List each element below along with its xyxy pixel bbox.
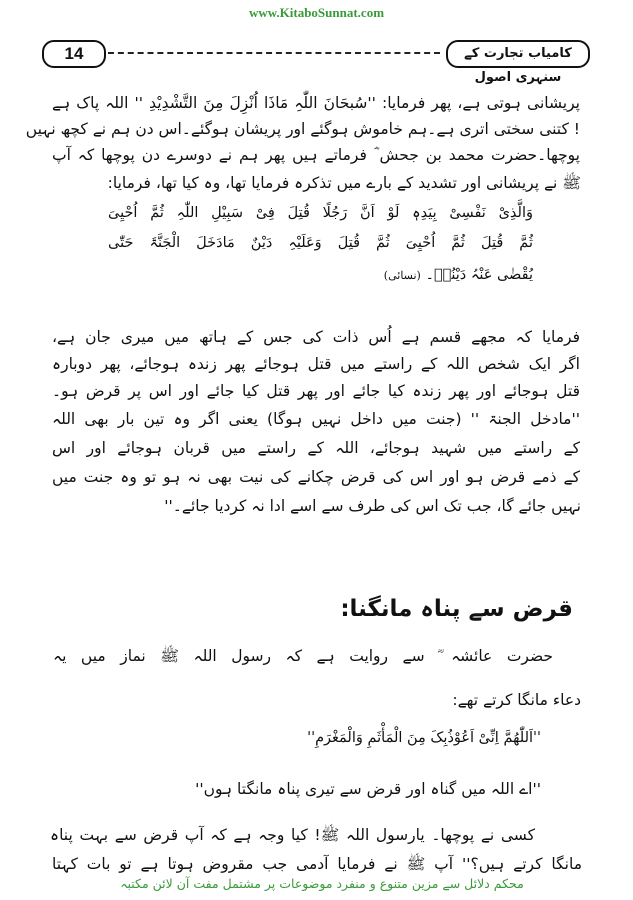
text-line: نہیں جائے گا، جب تک اس کی طرف سے اسے ادا نہ کردیا جائے۔'' xyxy=(164,497,581,515)
header-divider xyxy=(108,52,440,54)
text-line: پوچھا۔حضرت محمد بن جحش ؓ فرماتے ہیں پھر ہم نے دوسرے دن پوچھا کہ آپ xyxy=(52,146,580,164)
book-title: کامیاب تجارت کے سنہری اصول xyxy=(446,40,590,68)
text-line: مانگا کرتے ہیں؟'' آپ ﷺ نے فرمایا آدمی جب مقروض ہوتا ہے تو بات کہتا xyxy=(52,855,582,873)
text-line: کے ذمے قرض ہو اور اس کی قرض چکانے کی نیت بھی نہ ہو تو وہ جنت میں xyxy=(52,468,580,486)
text-line: ''مادخل الجنۃ '' (جنت میں داخل نہیں ہوگا) یعنی اگر وہ تین بار بھی اللہ xyxy=(52,410,580,428)
text-line: فرمایا کہ مجھے قسم ہے اُس ذات کی جس کے ہاتھ میں میری جان ہے، xyxy=(52,328,580,346)
hadith-source: (نسائی) xyxy=(383,269,421,282)
hadith-line xyxy=(108,262,533,289)
text-line: ! کتنی سختی اتری ہے۔ہم خاموش ہوگئے اور پریشان ہوگئے۔اس دن ہم نے کچھ نہیں xyxy=(25,120,580,138)
text-line: ﷺ نے پریشانی اور تشدید کے بارے میں تذکرہ فرمایا تھا، وہ کیا تھا، فرمایا: xyxy=(107,174,581,192)
site-url: www.KitaboSunnat.com xyxy=(248,5,385,20)
text-line: حضرت عائشہ ؓ سے روایت ہے کہ رسول اللہ ﷺ نماز میں یہ xyxy=(53,647,553,665)
text-line: پریشانی ہوتی ہے، پھر فرمایا: ''سُبحَانَ اللّٰہِ مَاذَا اُنْزِلَ مِنَ التَّشْدِیْدِ '' اللہ پاک ہے xyxy=(52,94,580,112)
footer-watermark: محکم دلائل سے مزین متنوع و منفرد موضوعات پر مشتمل مفت آن لائن مکتبہ xyxy=(120,876,524,891)
page-number: 14 xyxy=(42,40,106,68)
text-line: قتل ہوجائے اور پھر زندہ کیا جائے اور پھر قتل کیا جائے اور اس پر قرض ہو۔ xyxy=(52,382,580,400)
section-heading: قرض سے پناہ مانگنا: xyxy=(340,596,573,622)
dua-translation: ''اے اللہ میں گناہ اور قرض سے تیری پناہ مانگتا ہوں'' xyxy=(195,780,541,798)
text-line: اگر ایک شخص اللہ کے راستے میں قتل ہوجائے پھر زندہ ہوجائے، پھر دوبارہ xyxy=(52,355,580,373)
hadith-line: وَالَّذِیْ نَفْسِیْ بِیَدِہٖ لَوْ اَنَّ رَجُلًا قُتِلَ فِیْ سَبِیْلِ اللّٰہِ ثُمَّ اُحْیِیَ xyxy=(108,205,533,221)
text-line: دعاء مانگا کرتے تھے: xyxy=(452,691,581,709)
text-line: کسی نے پوچھا۔ یارسول اللہ ﷺ! کیا وجہ ہے کہ آپ قرض سے بہت پناہ xyxy=(50,826,535,844)
dua-arabic: ''اَللّٰھُمَّ اِنِّیْ اَعُوْذُبِکَ مِنَ الْمَأْثَمِ وَالْمَغْرَمِ'' xyxy=(307,730,541,746)
hadith-line-text: یُقْضٰی عَنْہُ دَیْنُہٗ۔ xyxy=(425,267,533,283)
page-header xyxy=(42,40,590,85)
hadith-line: ثُمَّ قُتِلَ ثُمَّ اُحْیِیَ ثُمَّ قُتِلَ وَعَلَیْہِ دَیْنٌ مَادَخَلَ الْجَنَّۃَ حَتّٰی xyxy=(108,235,533,251)
text-line: کے راستے میں شہید ہوجائے، اللہ کے راستے میں قربان ہوجائے اور اس xyxy=(52,439,580,457)
